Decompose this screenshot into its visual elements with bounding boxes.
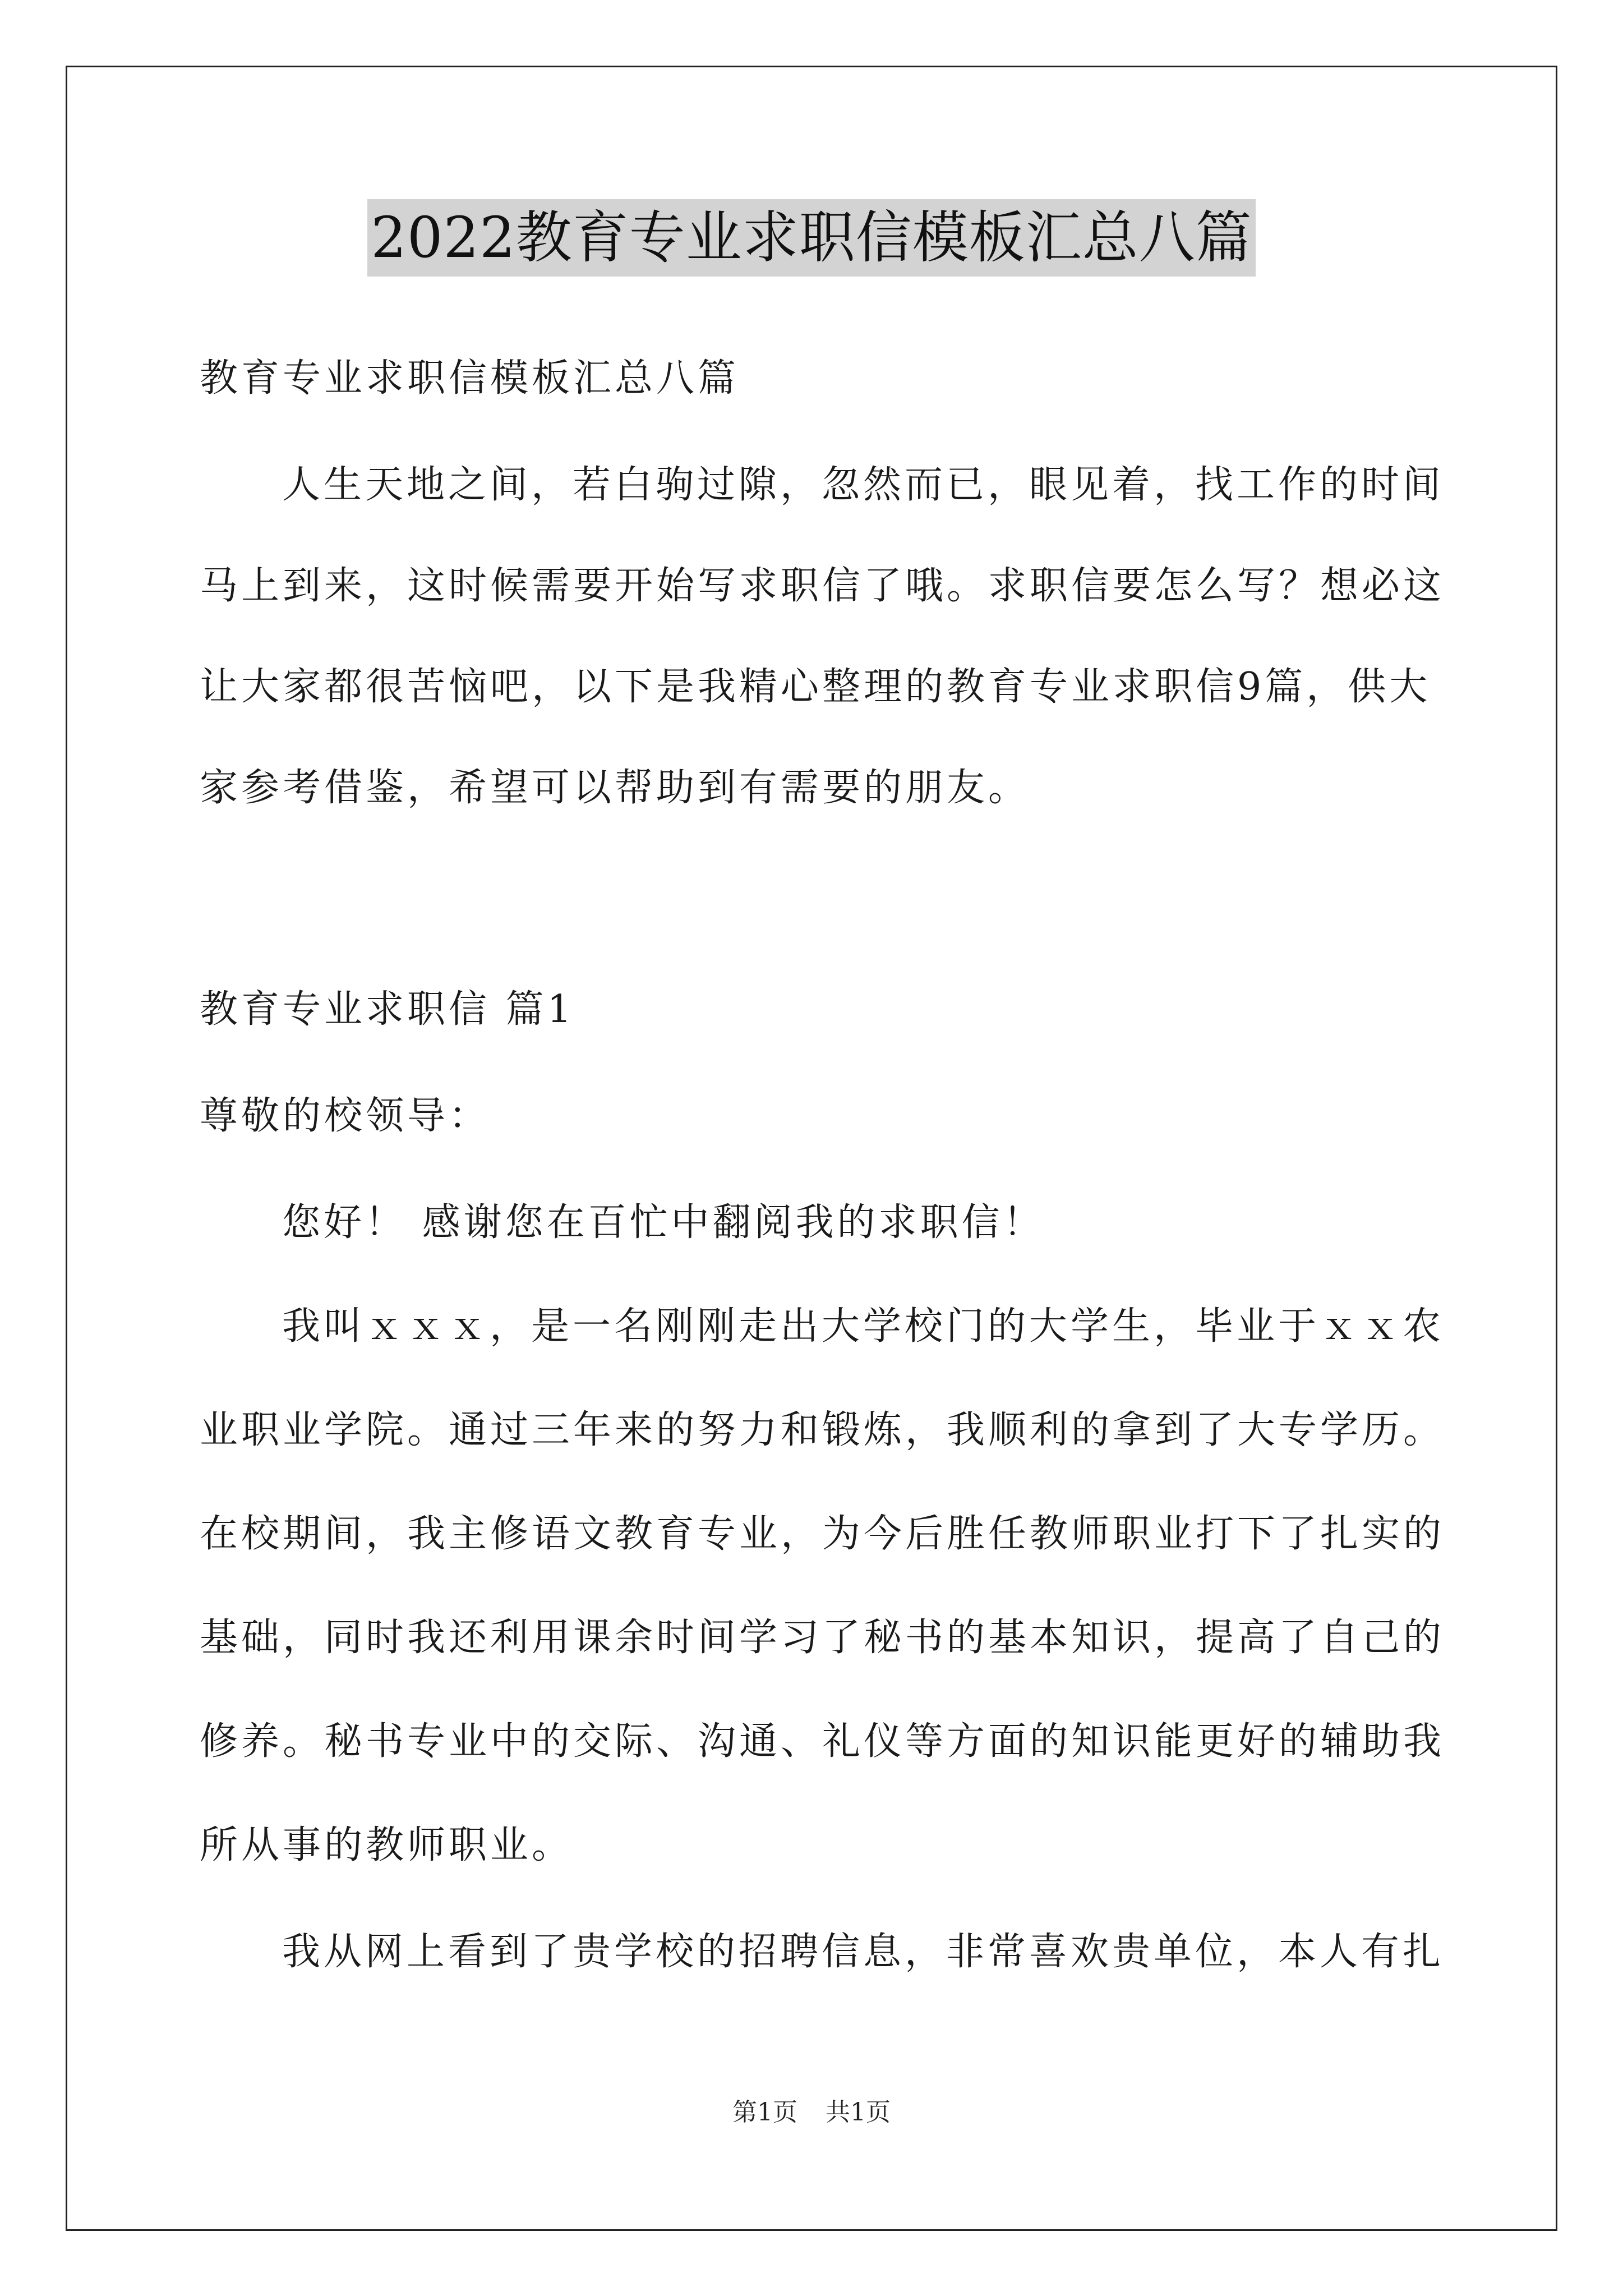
document-title: 2022教育专业求职信模板汇总八篇 bbox=[367, 199, 1256, 277]
intro-line: 马上到来，这时候需要开始写求职信了哦。求职信要怎么写？想必这 bbox=[200, 564, 1445, 608]
intro-line: 家参考借鉴，希望可以帮助到有需要的朋友。 bbox=[200, 766, 1030, 810]
salutation: 尊敬的校领导： bbox=[200, 1094, 491, 1138]
intro-line: 人生天地之间，若白驹过隙，忽然而已，眼见着，找工作的时间 bbox=[282, 463, 1445, 507]
document-subtitle: 教育专业求职信模板汇总八篇 bbox=[200, 356, 740, 401]
page-total: 共1页 bbox=[826, 2098, 891, 2127]
greeting: 您好！ 感谢您在百忙中翻阅我的求职信！ bbox=[282, 1200, 1045, 1245]
paragraph-line: 修养。秘书专业中的交际、沟通、礼仪等方面的知识能更好的辅助我 bbox=[200, 1719, 1445, 1764]
paragraph-line: 所从事的教师职业。 bbox=[200, 1823, 574, 1867]
page-number: 第1页 bbox=[732, 2098, 797, 2127]
title-container bbox=[0, 199, 1623, 277]
paragraph-line: 在校期间，我主修语文教育专业，为今后胜任教师职业打下了扎实的 bbox=[200, 1512, 1445, 1556]
paragraph-line: 我叫ｘｘｘ，是一名刚刚走出大学校门的大学生，毕业于ｘｘ农 bbox=[282, 1304, 1445, 1349]
paragraph-line: 我从网上看到了贵学校的招聘信息，非常喜欢贵单位，本人有扎 bbox=[282, 1930, 1445, 1974]
paragraph-line: 业职业学院。通过三年来的努力和锻炼，我顺利的拿到了大专学历。 bbox=[200, 1408, 1445, 1452]
section-heading: 教育专业求职信 篇1 bbox=[200, 987, 575, 1032]
page-footer bbox=[0, 2097, 1623, 2128]
intro-line: 让大家都很苦恼吧，以下是我精心整理的教育专业求职信9篇，供大 bbox=[200, 665, 1431, 709]
paragraph-line: 基础，同时我还利用课余时间学习了秘书的基本知识，提高了自己的 bbox=[200, 1616, 1445, 1660]
